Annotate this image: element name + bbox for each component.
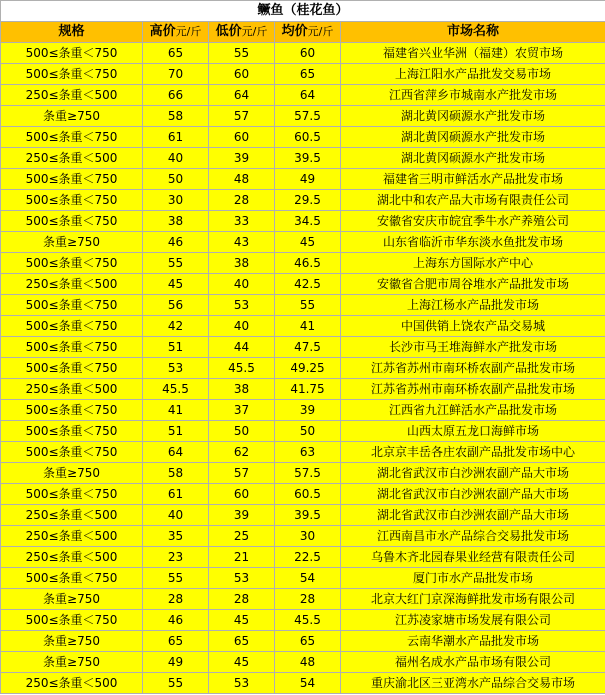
high-price-cell: 55 bbox=[143, 253, 209, 274]
market-name-cell: 北京京丰岳各庄农副产品批发市场中心 bbox=[341, 442, 605, 463]
spec-cell: 500≤条重＜750 bbox=[1, 253, 143, 274]
low-price-cell: 55 bbox=[209, 43, 275, 64]
avg-price-cell: 64 bbox=[275, 85, 341, 106]
table-row bbox=[1, 253, 605, 274]
spec-cell: 500≤条重＜750 bbox=[1, 400, 143, 421]
avg-price-cell: 45 bbox=[275, 232, 341, 253]
avg-price-cell: 60 bbox=[275, 43, 341, 64]
table-row bbox=[1, 148, 605, 169]
table-row bbox=[1, 295, 605, 316]
low-price-cell: 37 bbox=[209, 400, 275, 421]
high-price-cell: 61 bbox=[143, 127, 209, 148]
market-name-cell: 山东省临沂市华东淡水鱼批发市场 bbox=[341, 232, 605, 253]
spec-cell: 250≤条重＜500 bbox=[1, 505, 143, 526]
avg-price-cell: 65 bbox=[275, 64, 341, 85]
high-price-cell: 55 bbox=[143, 568, 209, 589]
spec-cell: 500≤条重＜750 bbox=[1, 295, 143, 316]
header-high-label: 高价 bbox=[149, 24, 176, 39]
table-row bbox=[1, 43, 605, 64]
table-row bbox=[1, 568, 605, 589]
avg-price-cell: 46.5 bbox=[275, 253, 341, 274]
low-price-cell: 57 bbox=[209, 463, 275, 484]
high-price-cell: 40 bbox=[143, 505, 209, 526]
low-price-cell: 38 bbox=[209, 379, 275, 400]
header-low-unit: 元/斤 bbox=[241, 25, 268, 38]
avg-price-cell: 55 bbox=[275, 295, 341, 316]
spec-cell: 条重≥750 bbox=[1, 106, 143, 127]
market-name-cell: 湖北黄冈硕源水产批发市场 bbox=[341, 106, 605, 127]
title-row bbox=[1, 1, 605, 22]
table-row bbox=[1, 127, 605, 148]
header-market: 市场名称 bbox=[341, 22, 605, 43]
market-name-cell: 上海东方国际水产中心 bbox=[341, 253, 605, 274]
low-price-cell: 53 bbox=[209, 673, 275, 694]
high-price-cell: 65 bbox=[143, 631, 209, 652]
low-price-cell: 48 bbox=[209, 169, 275, 190]
avg-price-cell: 41.75 bbox=[275, 379, 341, 400]
header-low bbox=[209, 22, 275, 43]
avg-price-cell: 45.5 bbox=[275, 610, 341, 631]
table-row bbox=[1, 547, 605, 568]
avg-price-cell: 57.5 bbox=[275, 106, 341, 127]
market-name-cell: 上海江阳水产品批发交易市场 bbox=[341, 64, 605, 85]
low-price-cell: 39 bbox=[209, 505, 275, 526]
avg-price-cell: 65 bbox=[275, 631, 341, 652]
avg-price-cell: 29.5 bbox=[275, 190, 341, 211]
market-name-cell: 山西太原五龙口海鲜市场 bbox=[341, 421, 605, 442]
avg-price-cell: 63 bbox=[275, 442, 341, 463]
market-name-cell: 重庆渝北区三亚湾水产品综合交易市场 bbox=[341, 673, 605, 694]
avg-price-cell: 49 bbox=[275, 169, 341, 190]
spec-cell: 500≤条重＜750 bbox=[1, 421, 143, 442]
header-spec: 规格 bbox=[1, 22, 143, 43]
avg-price-cell: 34.5 bbox=[275, 211, 341, 232]
spec-cell: 500≤条重＜750 bbox=[1, 442, 143, 463]
header-avg-label: 均价 bbox=[281, 24, 308, 39]
low-price-cell: 40 bbox=[209, 316, 275, 337]
table-title: 鳜鱼（桂花鱼） bbox=[1, 1, 605, 22]
high-price-cell: 40 bbox=[143, 148, 209, 169]
header-low-label: 低价 bbox=[215, 24, 242, 39]
spec-cell: 500≤条重＜750 bbox=[1, 169, 143, 190]
spec-cell: 500≤条重＜750 bbox=[1, 316, 143, 337]
market-name-cell: 湖北省武汉市白沙洲农副产品大市场 bbox=[341, 505, 605, 526]
low-price-cell: 45.5 bbox=[209, 358, 275, 379]
high-price-cell: 46 bbox=[143, 610, 209, 631]
low-price-cell: 39 bbox=[209, 148, 275, 169]
table-row bbox=[1, 106, 605, 127]
low-price-cell: 21 bbox=[209, 547, 275, 568]
spec-cell: 500≤条重＜750 bbox=[1, 568, 143, 589]
market-name-cell: 湖北省武汉市白沙洲农副产品大市场 bbox=[341, 463, 605, 484]
avg-price-cell: 22.5 bbox=[275, 547, 341, 568]
avg-price-cell: 54 bbox=[275, 568, 341, 589]
low-price-cell: 33 bbox=[209, 211, 275, 232]
high-price-cell: 55 bbox=[143, 673, 209, 694]
spec-cell: 500≤条重＜750 bbox=[1, 190, 143, 211]
spec-cell: 条重≥750 bbox=[1, 463, 143, 484]
table-row bbox=[1, 400, 605, 421]
spec-cell: 250≤条重＜500 bbox=[1, 274, 143, 295]
header-high bbox=[143, 22, 209, 43]
market-name-cell: 湖北黄冈硕源水产批发市场 bbox=[341, 148, 605, 169]
market-name-cell: 长沙市马王堆海鲜水产批发市场 bbox=[341, 337, 605, 358]
high-price-cell: 70 bbox=[143, 64, 209, 85]
high-price-cell: 30 bbox=[143, 190, 209, 211]
table-row bbox=[1, 484, 605, 505]
spec-cell: 250≤条重＜500 bbox=[1, 673, 143, 694]
low-price-cell: 53 bbox=[209, 295, 275, 316]
table-row bbox=[1, 652, 605, 673]
avg-price-cell: 60.5 bbox=[275, 484, 341, 505]
market-name-cell: 云南华潮水产品批发市场 bbox=[341, 631, 605, 652]
spec-cell: 500≤条重＜750 bbox=[1, 211, 143, 232]
high-price-cell: 56 bbox=[143, 295, 209, 316]
table-row bbox=[1, 610, 605, 631]
low-price-cell: 60 bbox=[209, 484, 275, 505]
table-row bbox=[1, 211, 605, 232]
low-price-cell: 28 bbox=[209, 589, 275, 610]
spec-cell: 500≤条重＜750 bbox=[1, 43, 143, 64]
market-name-cell: 安徽省合肥市周谷堆水产品批发市场 bbox=[341, 274, 605, 295]
spec-cell: 条重≥750 bbox=[1, 631, 143, 652]
market-name-cell: 福建省兴业华洲（福建）农贸市场 bbox=[341, 43, 605, 64]
spec-cell: 500≤条重＜750 bbox=[1, 64, 143, 85]
header-avg-unit: 元/斤 bbox=[307, 25, 334, 38]
avg-price-cell: 60.5 bbox=[275, 127, 341, 148]
market-name-cell: 江西省九江鲜活水产品批发市场 bbox=[341, 400, 605, 421]
avg-price-cell: 49.25 bbox=[275, 358, 341, 379]
low-price-cell: 28 bbox=[209, 190, 275, 211]
high-price-cell: 65 bbox=[143, 43, 209, 64]
table-body bbox=[1, 43, 605, 694]
high-price-cell: 45 bbox=[143, 274, 209, 295]
low-price-cell: 50 bbox=[209, 421, 275, 442]
spec-cell: 条重≥750 bbox=[1, 652, 143, 673]
spec-cell: 条重≥750 bbox=[1, 232, 143, 253]
spec-cell: 250≤条重＜500 bbox=[1, 379, 143, 400]
low-price-cell: 45 bbox=[209, 652, 275, 673]
table-row bbox=[1, 421, 605, 442]
high-price-cell: 58 bbox=[143, 463, 209, 484]
market-name-cell: 江苏省苏州市南环桥农副产品批发市场 bbox=[341, 358, 605, 379]
low-price-cell: 25 bbox=[209, 526, 275, 547]
low-price-cell: 60 bbox=[209, 127, 275, 148]
high-price-cell: 35 bbox=[143, 526, 209, 547]
low-price-cell: 64 bbox=[209, 85, 275, 106]
table-row bbox=[1, 274, 605, 295]
low-price-cell: 60 bbox=[209, 64, 275, 85]
table-row bbox=[1, 631, 605, 652]
spec-cell: 250≤条重＜500 bbox=[1, 85, 143, 106]
avg-price-cell: 57.5 bbox=[275, 463, 341, 484]
avg-price-cell: 50 bbox=[275, 421, 341, 442]
market-name-cell: 江苏凌家塘市场发展有限公司 bbox=[341, 610, 605, 631]
low-price-cell: 65 bbox=[209, 631, 275, 652]
high-price-cell: 50 bbox=[143, 169, 209, 190]
table-row bbox=[1, 673, 605, 694]
spec-cell: 500≤条重＜750 bbox=[1, 484, 143, 505]
high-price-cell: 28 bbox=[143, 589, 209, 610]
spec-cell: 250≤条重＜500 bbox=[1, 526, 143, 547]
market-name-cell: 中国供销上饶农产品交易城 bbox=[341, 316, 605, 337]
high-price-cell: 66 bbox=[143, 85, 209, 106]
table-row bbox=[1, 526, 605, 547]
high-price-cell: 51 bbox=[143, 421, 209, 442]
header-row bbox=[1, 22, 605, 43]
avg-price-cell: 42.5 bbox=[275, 274, 341, 295]
high-price-cell: 41 bbox=[143, 400, 209, 421]
market-name-cell: 安徽省安庆市皖宜季牛水产养殖公司 bbox=[341, 211, 605, 232]
high-price-cell: 23 bbox=[143, 547, 209, 568]
table-row bbox=[1, 85, 605, 106]
spec-cell: 250≤条重＜500 bbox=[1, 148, 143, 169]
table-row bbox=[1, 169, 605, 190]
market-name-cell: 乌鲁木齐北园春果业经营有限责任公司 bbox=[341, 547, 605, 568]
spec-cell: 500≤条重＜750 bbox=[1, 358, 143, 379]
header-avg bbox=[275, 22, 341, 43]
avg-price-cell: 39 bbox=[275, 400, 341, 421]
table-row bbox=[1, 358, 605, 379]
table-row bbox=[1, 589, 605, 610]
low-price-cell: 40 bbox=[209, 274, 275, 295]
spec-cell: 500≤条重＜750 bbox=[1, 127, 143, 148]
table-row bbox=[1, 232, 605, 253]
avg-price-cell: 47.5 bbox=[275, 337, 341, 358]
avg-price-cell: 39.5 bbox=[275, 148, 341, 169]
market-name-cell: 福州名成水产品市场有限公司 bbox=[341, 652, 605, 673]
market-name-cell: 上海江杨水产品批发市场 bbox=[341, 295, 605, 316]
avg-price-cell: 48 bbox=[275, 652, 341, 673]
low-price-cell: 44 bbox=[209, 337, 275, 358]
avg-price-cell: 39.5 bbox=[275, 505, 341, 526]
high-price-cell: 45.5 bbox=[143, 379, 209, 400]
market-name-cell: 江苏省苏州市南环桥农副产品批发市场 bbox=[341, 379, 605, 400]
low-price-cell: 62 bbox=[209, 442, 275, 463]
high-price-cell: 46 bbox=[143, 232, 209, 253]
high-price-cell: 58 bbox=[143, 106, 209, 127]
market-name-cell: 湖北中和农产品大市场有限责任公司 bbox=[341, 190, 605, 211]
table-row bbox=[1, 379, 605, 400]
high-price-cell: 64 bbox=[143, 442, 209, 463]
table-row bbox=[1, 190, 605, 211]
avg-price-cell: 30 bbox=[275, 526, 341, 547]
table-row bbox=[1, 463, 605, 484]
table-row bbox=[1, 316, 605, 337]
high-price-cell: 42 bbox=[143, 316, 209, 337]
spec-cell: 250≤条重＜500 bbox=[1, 547, 143, 568]
spec-cell: 500≤条重＜750 bbox=[1, 337, 143, 358]
market-name-cell: 福建省三明市鲜活水产品批发市场 bbox=[341, 169, 605, 190]
high-price-cell: 38 bbox=[143, 211, 209, 232]
low-price-cell: 57 bbox=[209, 106, 275, 127]
table-row bbox=[1, 442, 605, 463]
low-price-cell: 45 bbox=[209, 610, 275, 631]
table-row bbox=[1, 64, 605, 85]
avg-price-cell: 41 bbox=[275, 316, 341, 337]
header-high-unit: 元/斤 bbox=[175, 25, 202, 38]
market-name-cell: 北京大红门京深海鲜批发市场有限公司 bbox=[341, 589, 605, 610]
market-name-cell: 江西省萍乡市城南水产批发市场 bbox=[341, 85, 605, 106]
market-name-cell: 江西南昌市水产品综合交易批发市场 bbox=[341, 526, 605, 547]
market-name-cell: 湖北省武汉市白沙洲农副产品大市场 bbox=[341, 484, 605, 505]
spec-cell: 500≤条重＜750 bbox=[1, 610, 143, 631]
market-name-cell: 湖北黄冈硕源水产批发市场 bbox=[341, 127, 605, 148]
market-name-cell: 厦门市水产品批发市场 bbox=[341, 568, 605, 589]
high-price-cell: 53 bbox=[143, 358, 209, 379]
avg-price-cell: 28 bbox=[275, 589, 341, 610]
spec-cell: 条重≥750 bbox=[1, 589, 143, 610]
avg-price-cell: 54 bbox=[275, 673, 341, 694]
low-price-cell: 53 bbox=[209, 568, 275, 589]
high-price-cell: 51 bbox=[143, 337, 209, 358]
high-price-cell: 61 bbox=[143, 484, 209, 505]
low-price-cell: 38 bbox=[209, 253, 275, 274]
low-price-cell: 43 bbox=[209, 232, 275, 253]
table-row bbox=[1, 505, 605, 526]
table-row bbox=[1, 337, 605, 358]
high-price-cell: 49 bbox=[143, 652, 209, 673]
